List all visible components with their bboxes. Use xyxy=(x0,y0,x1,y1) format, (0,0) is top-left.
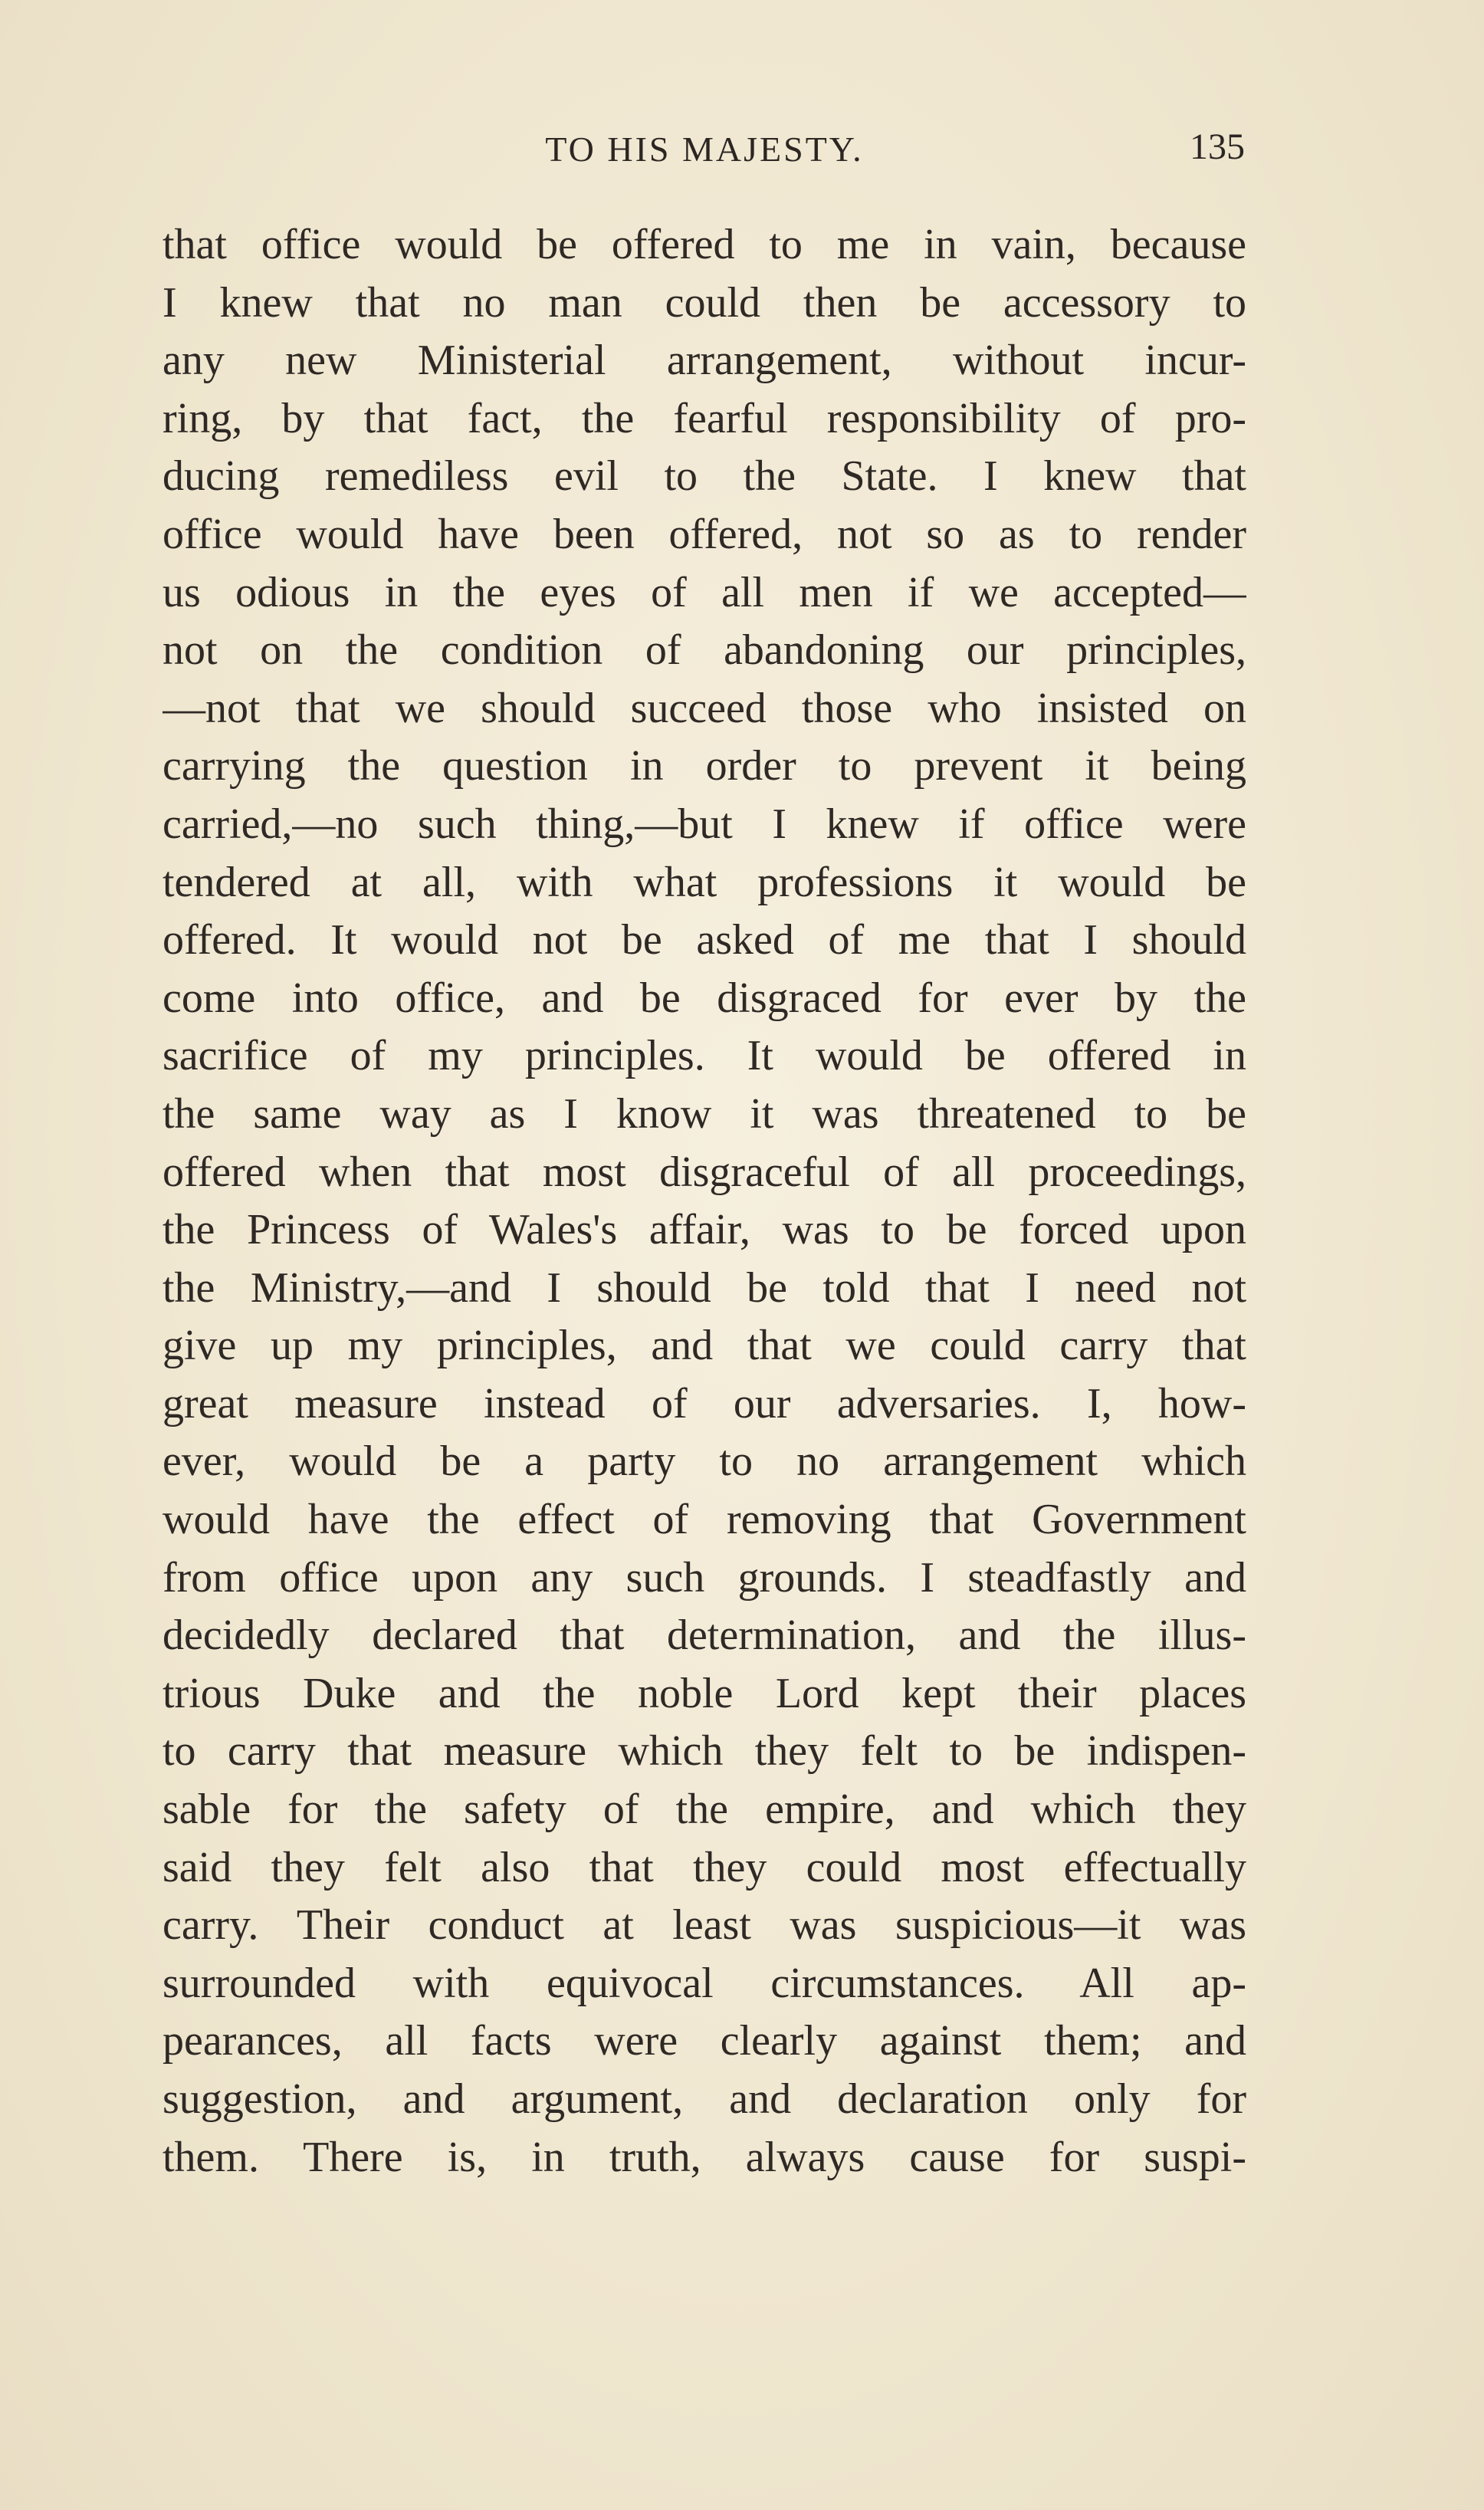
text-line: us odious in the eyes of all men if we accepted— xyxy=(163,568,1246,616)
text-line: pearances, all facts were clearly against them; and xyxy=(163,2017,1246,2065)
body-text xyxy=(163,216,1246,2186)
text-line: surrounded with equivocal circumstances. All ap- xyxy=(163,1959,1246,2007)
text-line: sable for the safety of the empire, and which they xyxy=(163,1786,1246,1834)
text-line: carrying the question in order to prevent it being xyxy=(163,742,1246,790)
text-line: not on the condition of abandoning our principles, xyxy=(163,626,1246,675)
text-line: carry. Their conduct at least was suspicious—it was xyxy=(163,1901,1246,1950)
text-line: tendered at all, with what professions it would be xyxy=(163,858,1246,906)
text-line: give up my principles, and that we could carry that xyxy=(163,1322,1246,1370)
text-line: offered when that most disgraceful of all proceedings, xyxy=(163,1148,1246,1196)
text-line: offered. It would not be asked of me that I should xyxy=(163,916,1246,964)
text-line: carried,—no such thing,—but I knew if office were xyxy=(163,800,1246,848)
text-line: said they felt also that they could most effectually xyxy=(163,1843,1246,1891)
text-line: that office would be offered to me in vain, because xyxy=(163,221,1246,268)
text-line: any new Ministerial arrangement, without incur- xyxy=(163,337,1246,385)
text-line: would have the effect of removing that Government xyxy=(163,1496,1246,1544)
text-line: the same way as I know it was threatened to be xyxy=(163,1089,1246,1138)
text-line: come into office, and be disgraced for ever by the xyxy=(163,974,1246,1022)
text-line: great measure instead of our adversaries. I, how- xyxy=(163,1379,1246,1427)
text-line: ever, would be a party to no arrangement which xyxy=(163,1437,1246,1486)
text-line: ducing remediless evil to the State. I knew that xyxy=(163,452,1246,501)
text-line: suggestion, and argument, and declaration only for xyxy=(163,2075,1246,2123)
text-line: trious Duke and the noble Lord kept their places xyxy=(163,1669,1246,1717)
text-line: —not that we should succeed those who insisted on xyxy=(163,684,1246,732)
page-header xyxy=(164,126,1245,182)
text-line: the Princess of Wales's affair, was to be forced upon xyxy=(163,1206,1246,1254)
text-line: them. There is, in truth, always cause for suspi- xyxy=(163,2133,1246,2181)
text-line: sacrifice of my principles. It would be offered in xyxy=(163,1032,1246,1080)
text-line: ring, by that fact, the fearful responsibility of pro- xyxy=(163,394,1246,442)
running-title: TO HIS MAJESTY. xyxy=(545,130,864,169)
text-line: decidedly declared that determination, and the illus- xyxy=(163,1611,1246,1660)
text-line: from office upon any such grounds. I steadfastly and xyxy=(163,1553,1246,1602)
text-line: the Ministry,—and I should be told that I need not xyxy=(163,1263,1246,1312)
text-line: to carry that measure which they felt to be indispen- xyxy=(163,1727,1246,1776)
page-number: 135 xyxy=(1190,126,1245,167)
text-line: office would have been offered, not so as to render xyxy=(163,510,1246,558)
text-line: I knew that no man could then be accessory to xyxy=(163,278,1246,327)
